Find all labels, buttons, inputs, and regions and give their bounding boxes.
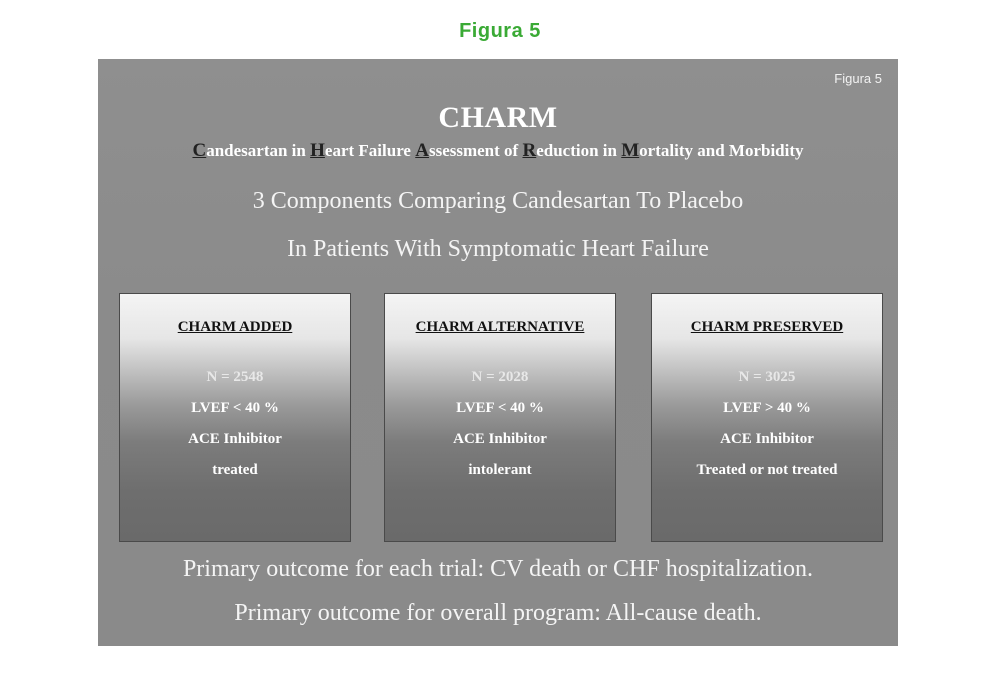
acronym-letter: C [192, 140, 207, 161]
box-ace: ACE Inhibitor [453, 431, 547, 447]
box-title: CHARM ADDED [177, 319, 293, 335]
box-status: intolerant [468, 462, 532, 478]
slide-title: CHARM [438, 101, 558, 134]
acronym-expansion [98, 140, 898, 162]
acronym-letter: H [310, 140, 325, 161]
box-title: CHARM PRESERVED [690, 319, 844, 335]
acronym-word: andesartan in [206, 141, 311, 160]
acronym-word: eart Failure [324, 141, 416, 160]
outcome-each-trial: Primary outcome for each trial: CV death or CHF hospitalization. [182, 556, 814, 582]
box-status: Treated or not treated [696, 462, 838, 478]
box-sample-size: N = 3025 [738, 369, 796, 385]
box-title: CHARM ALTERNATIVE [415, 319, 585, 335]
slide-corner-label: Figura 5 [834, 71, 882, 86]
acronym-letter: A [415, 140, 429, 161]
subtitle-line-1: 3 Components Comparing Candesartan To Placebo [252, 188, 744, 214]
box-ace: ACE Inhibitor [188, 431, 282, 447]
box-lvef: LVEF < 40 % [191, 400, 279, 416]
subtitle-line-2: In Patients With Symptomatic Heart Failure [287, 236, 709, 262]
charm-preserved-box [651, 293, 883, 542]
box-sample-size: N = 2028 [471, 369, 529, 385]
box-ace: ACE Inhibitor [720, 431, 814, 447]
acronym-word: ortality and Morbidity [639, 141, 804, 160]
outcome-overall-program: Primary outcome for overall program: All-cause death. [234, 600, 762, 626]
box-status: treated [212, 462, 258, 478]
charm-alternative-box [384, 293, 616, 542]
charm-slide [98, 59, 898, 646]
box-lvef: LVEF < 40 % [456, 400, 544, 416]
box-sample-size: N = 2548 [206, 369, 264, 385]
acronym-word: eduction in [536, 141, 622, 160]
box-lvef: LVEF > 40 % [723, 400, 811, 416]
acronym-word: ssessment of [428, 141, 523, 160]
acronym-letter: M [621, 140, 640, 161]
acronym-letter: R [522, 140, 537, 161]
page-heading: Figura 5 [459, 20, 541, 42]
charm-added-box [119, 293, 351, 542]
